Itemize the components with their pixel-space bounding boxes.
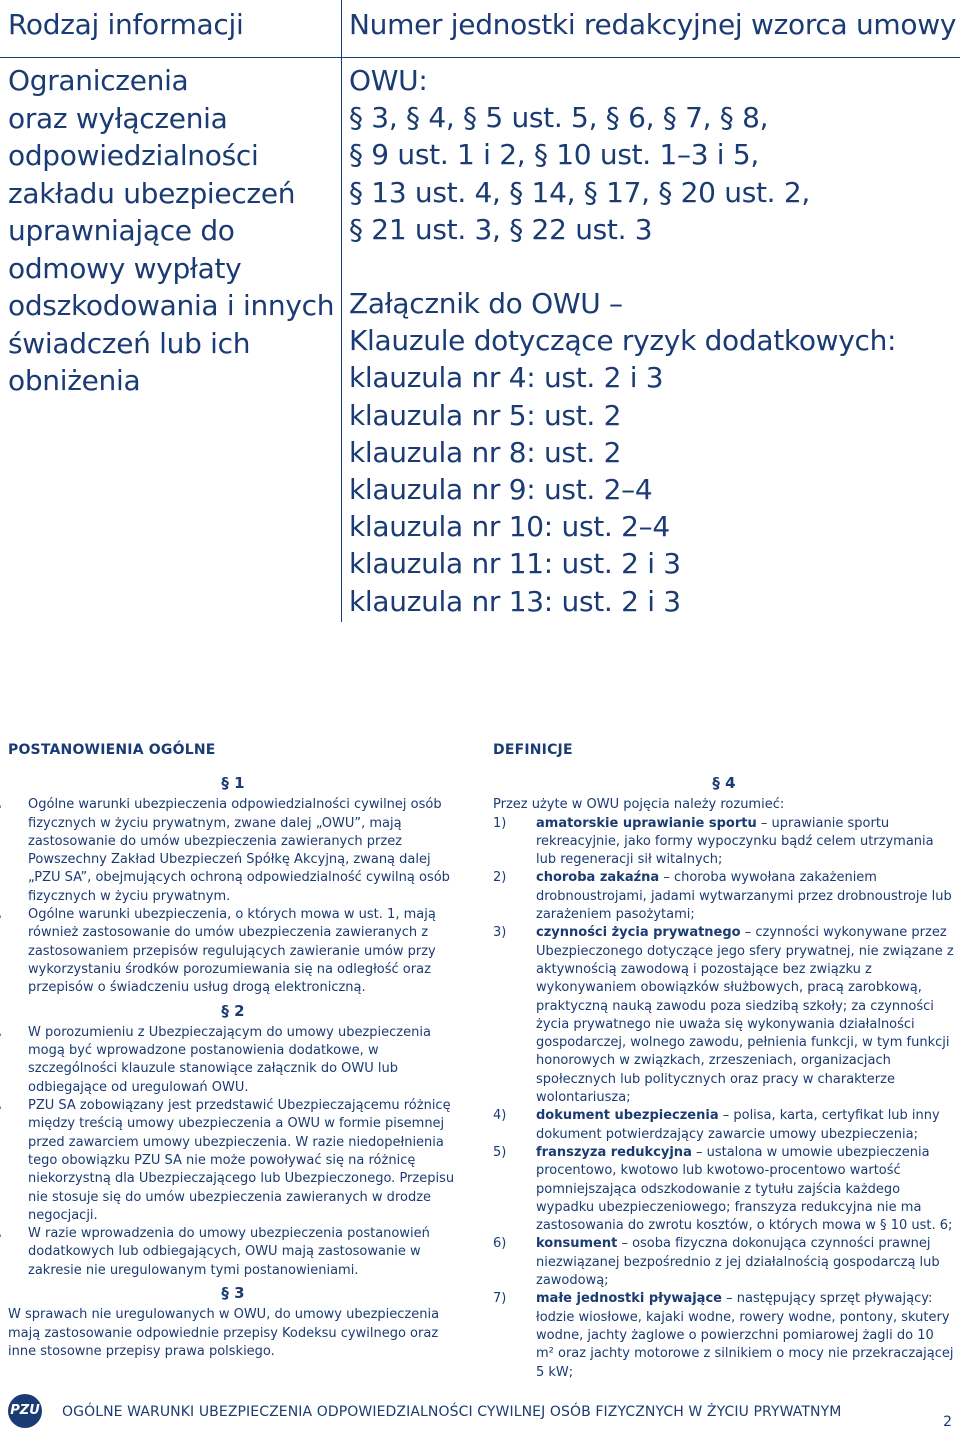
annex-line: Klauzule dotyczące ryzyk dodatkowych: bbox=[349, 324, 897, 358]
paragraph-mark: § 3 bbox=[221, 1284, 245, 1303]
annex-line: klauzula nr 11: ust. 2 i 3 bbox=[349, 547, 681, 581]
annex-line: klauzula nr 10: ust. 2–4 bbox=[349, 510, 670, 544]
annex-line: klauzula nr 4: ust. 2 i 3 bbox=[349, 361, 664, 395]
provision-item: PZU SA zobowiązany jest przedstawić Ubezpieczającemu różnicę między treścią umowy ubezpieczenia a OWU w formie pisemnej przed zawarciem umowy ubezpieczenia. W razie niedopełnienia tego obowiązku PZU SA nie może powoływać się na różnicę niekorzystną dla Ubezpieczającego lub Ubezpieczonego. Przepisu nie stosuje się do umów ubezpieczenia zawieranych w drodze negocjacji. bbox=[28, 1098, 455, 1223]
definition-term: dokument ubezpieczenia bbox=[536, 1108, 719, 1124]
annex-line: klauzula nr 5: ust. 2 bbox=[349, 398, 622, 432]
info-type-cell bbox=[8, 62, 338, 400]
definition-number: 7) bbox=[493, 1291, 507, 1307]
definition-item bbox=[493, 815, 955, 870]
definition-item bbox=[493, 869, 955, 924]
annex-line: Załącznik do OWU – bbox=[349, 287, 623, 321]
definition-number: 6) bbox=[493, 1236, 507, 1252]
page-footer bbox=[0, 1392, 960, 1434]
annex-line: klauzula nr 9: ust. 2–4 bbox=[349, 473, 653, 507]
definition-item bbox=[493, 1235, 955, 1290]
definition-text: – ustalona w umowie ubezpieczenia procentowo, kwotowo lub kwotowo-procentowo wartość pomniejszająca odszkodowanie z tytułu zajścia każdego wypadku ubezpieczeniowego; franszyza redukcyjna nie ma zastosowania do zwrotu kosztów, o których mowa w § 10 ust. 6; bbox=[536, 1144, 953, 1234]
footer-title: OGÓLNE WARUNKI UBEZPIECZENIA ODPOWIEDZIALNOŚCI CYWILNEJ OSÓB FIZYCZNYCH W ŻYCIU PRYWATNYM bbox=[62, 1404, 842, 1420]
definition-text: – następujący sprzęt pływający: łodzie wiosłowe, kajaki wodne, rowery wodne, pontony, skutery wodne, jachty żaglowe o powierzchni pomiarowej żagli do 10 m² oraz jachty motorowe z silnikiem o mocy nie przekraczającej 5 kW; bbox=[536, 1291, 954, 1380]
definition-item bbox=[493, 1290, 955, 1381]
annex-line: klauzula nr 8: ust. 2 bbox=[349, 435, 622, 469]
paragraph-mark: § 1 bbox=[221, 774, 245, 792]
header-unit-number: Numer jednostki redakcyjnej wzorca umowy bbox=[349, 8, 957, 41]
definition-number: 4) bbox=[493, 1108, 507, 1124]
definition-number: 1) bbox=[493, 815, 507, 831]
owu-line: § 13 ust. 4, § 14, § 17, § 20 ust. 2, bbox=[349, 175, 810, 209]
provision-item: Ogólne warunki ubezpieczenia odpowiedzialności cywilnej osób fizycznych w życiu prywatnym, zwane dalej „OWU”, mają zastosowanie do umów ubezpieczenia zawieranych przez Powszechny Zakład Ubezpieczeń Spółkę Akcyjną, zwaną dalej „PZU SA”, obejmujących ochroną odpowiedzialność cywilną osób fizycznych w życiu prywatnym. bbox=[28, 797, 450, 904]
definitions-heading: DEFINICJE bbox=[493, 742, 573, 758]
header-type-of-information: Rodzaj informacji bbox=[8, 8, 244, 41]
info-line: obniżenia bbox=[8, 364, 141, 397]
unit-number-cell bbox=[349, 62, 954, 620]
definition-text: – czynności wykonywane przez Ubezpieczonego dotyczące jego sfery prywatnej, nie związane z aktywnością zawodową i pozostające bez związku z wykonywaniem obowiązków służbowych, pracą zarobkową, praktyczną nauką zawodu poza siedzibą szkoły; za czynności życia prywatnego nie uważa się wykonywania działalności gospodarczej, wolnego zawodu, pełnienia funkcji, w tym funkcji honorowych w związkach, zrzeszeniach, organizacjach społecznych lub politycznych oraz pracy w charakterze wolontariusza; bbox=[536, 925, 954, 1106]
paragraph-mark: § 4 bbox=[712, 774, 736, 792]
definition-number: 2) bbox=[493, 870, 507, 886]
annex-line: klauzula nr 13: ust. 2 i 3 bbox=[349, 584, 681, 618]
provision-item: W porozumieniu z Ubezpieczającym do umowy ubezpieczenia mogą być wprowadzone postanowienia dodatkowe, w szczególności klauzule stanowiące załącznik do OWU lub odbiegające od uregulowań OWU. bbox=[28, 1024, 431, 1095]
general-provisions-heading: POSTANOWIENIA OGÓLNE bbox=[8, 742, 216, 758]
definition-text: – polisa, karta, certyfikat lub inny dokument potwierdzający zawarcie umowy ubezpieczenia; bbox=[536, 1108, 940, 1142]
info-line: uprawniające do bbox=[8, 214, 235, 247]
info-line: Ograniczenia bbox=[8, 64, 189, 97]
info-line: odmowy wypłaty bbox=[8, 251, 242, 285]
definition-item bbox=[493, 924, 955, 1107]
definition-text: – uprawianie sportu rekreacyjnie, jako formy wypoczynku bądź celem utrzymania lub regeneracji sił witalnych; bbox=[536, 815, 934, 868]
definition-term: choroba zakaźna bbox=[536, 870, 660, 886]
definition-text: – osoba fizyczna dokonująca czynności prawnej niezwiązanej bezpośrednio z jej działalnością gospodarczą lub zawodową; bbox=[536, 1236, 940, 1289]
definition-text: – choroba wywołana zakażeniem drobnoustrojami, jadami wytwarzanymi przez drobnoustroje lub zarażeniem pasożytami; bbox=[536, 870, 952, 923]
definition-item bbox=[493, 1144, 955, 1235]
general-provisions-column bbox=[8, 770, 458, 1361]
definition-term: konsument bbox=[536, 1236, 618, 1252]
table-column-divider bbox=[341, 0, 342, 622]
owu-line: OWU: bbox=[349, 64, 428, 97]
owu-line: § 3, § 4, § 5 ust. 5, § 6, § 7, § 8, bbox=[349, 101, 769, 135]
definition-item bbox=[493, 1107, 955, 1144]
page-number: 2 bbox=[943, 1414, 952, 1430]
provision-text: W sprawach nie uregulowanych w OWU, do umowy ubezpieczenia mają zastosowanie odpowiednie przepisy Kodeksu cywilnego oraz inne stosowne przepisy prawa polskiego. bbox=[8, 1307, 440, 1359]
info-line: zakładu ubezpieczeń bbox=[8, 176, 296, 210]
owu-line: § 9 ust. 1 i 2, § 10 ust. 1–3 i 5, bbox=[349, 138, 760, 172]
definition-term: czynności życia prywatnego bbox=[536, 925, 741, 941]
definitions-column bbox=[493, 770, 955, 1382]
info-line: świadczeń lub ich bbox=[8, 326, 251, 360]
table-header-row bbox=[0, 0, 960, 58]
definition-term: amatorskie uprawianie sportu bbox=[536, 815, 757, 831]
provision-item: W razie wprowadzenia do umowy ubezpieczenia postanowień dodatkowych lub odbiegających, OWU mają zastosowanie w zakresie nie uregulowanym tymi postanowieniami. bbox=[28, 1226, 430, 1278]
definition-number: 3) bbox=[493, 925, 507, 941]
info-line: odszkodowania i innych bbox=[8, 289, 335, 322]
definition-number: 5) bbox=[493, 1144, 507, 1160]
definition-term: franszyza redukcyjna bbox=[536, 1144, 692, 1160]
info-line: oraz wyłączenia bbox=[8, 101, 228, 135]
definitions-list bbox=[493, 815, 955, 1382]
definition-term: małe jednostki pływające bbox=[536, 1291, 722, 1307]
info-line: odpowiedzialności bbox=[8, 139, 259, 172]
paragraph-mark: § 2 bbox=[221, 1001, 245, 1020]
definitions-intro: Przez użyte w OWU pojęcia należy rozumieć: bbox=[493, 797, 785, 813]
pzu-logo: PZU bbox=[8, 1394, 42, 1428]
owu-line: § 21 ust. 3, § 22 ust. 3 bbox=[349, 212, 653, 246]
provision-item: Ogólne warunki ubezpieczenia, o których mowa w ust. 1, mają również zastosowanie do umów ubezpieczenia zawieranych z zastosowaniem przepisów regulujących zawieranie umów przy wykorzystaniu środków porozumiewania się na odległość oraz przepisów o świadczeniu usług drogą elektroniczną. bbox=[28, 907, 436, 996]
